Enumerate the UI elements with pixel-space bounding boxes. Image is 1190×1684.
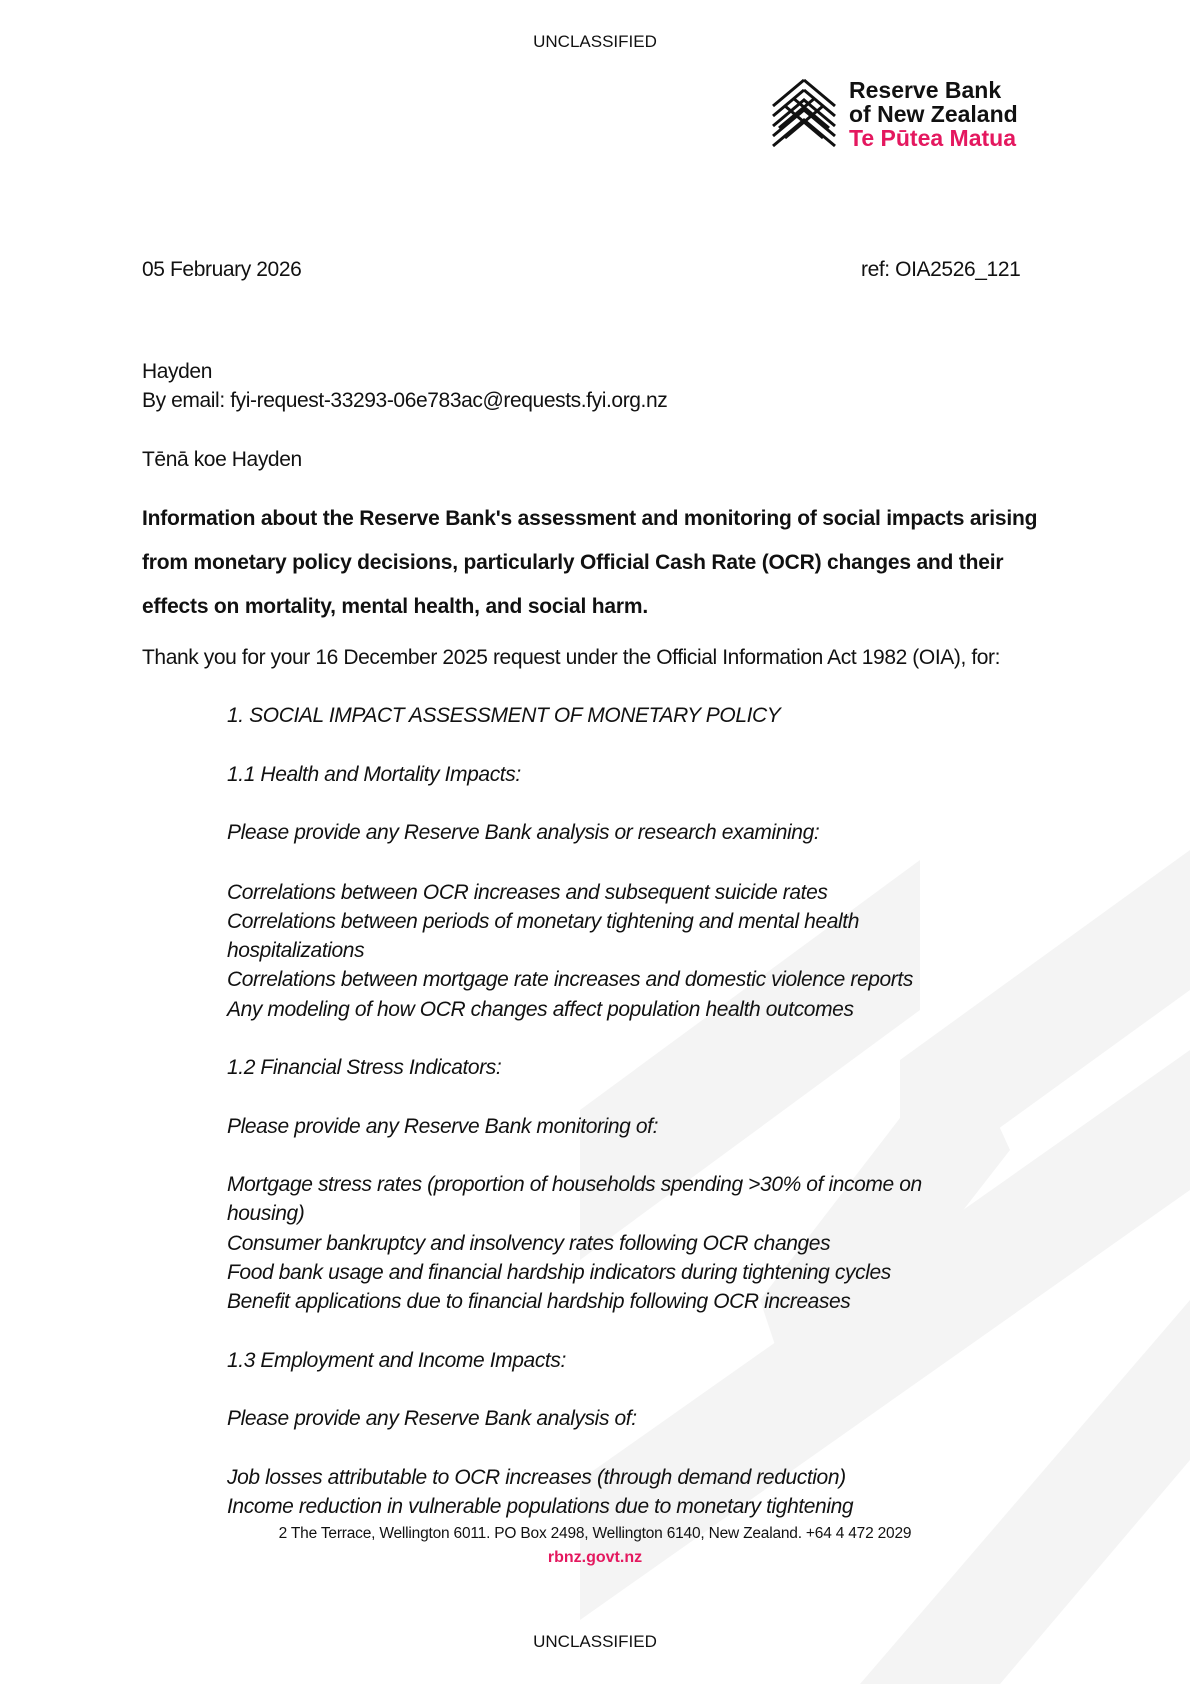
request-line: Benefit applications due to financial hardship following OCR increases bbox=[227, 1290, 851, 1313]
request-line: Please provide any Reserve Bank monitoring of: bbox=[227, 1115, 659, 1138]
request-line: Please provide any Reserve Bank analysis or research examining: bbox=[227, 821, 820, 844]
subject-line: Information about the Reserve Bank's assessment and monitoring of social impacts arising bbox=[142, 507, 1038, 530]
greeting: Tēnā koe Hayden bbox=[142, 448, 302, 471]
subject-line: effects on mortality, mental health, and social harm. bbox=[142, 595, 648, 618]
classification-footer: UNCLASSIFIED bbox=[533, 1632, 657, 1651]
request-line: housing) bbox=[227, 1202, 305, 1225]
request-subheading: 1.1 Health and Mortality Impacts: bbox=[227, 763, 521, 786]
footer-address: 2 The Terrace, Wellington 6011. PO Box 2498, Wellington 6140, New Zealand. +64 4 472 2029 bbox=[278, 1525, 912, 1542]
rbnz-emblem-icon bbox=[771, 76, 837, 156]
rbnz-logo bbox=[771, 76, 1041, 158]
request-line: Job losses attributable to OCR increases (through demand reduction) bbox=[227, 1466, 846, 1489]
request-line: Food bank usage and financial hardship indicators during tightening cycles bbox=[227, 1261, 891, 1284]
request-line: Any modeling of how OCR changes affect population health outcomes bbox=[227, 998, 854, 1021]
classification-header: UNCLASSIFIED bbox=[533, 32, 657, 51]
request-line: Correlations between mortgage rate increases and domestic violence reports bbox=[227, 968, 913, 991]
logo-line-3: Te Pūtea Matua bbox=[849, 125, 1016, 151]
request-heading: 1. SOCIAL IMPACT ASSESSMENT OF MONETARY POLICY bbox=[227, 704, 781, 727]
subject-line: from monetary policy decisions, particularly Official Cash Rate (OCR) changes and their bbox=[142, 551, 1004, 574]
footer-website-link[interactable]: rbnz.govt.nz bbox=[547, 1549, 643, 1566]
request-subheading: 1.3 Employment and Income Impacts: bbox=[227, 1349, 566, 1372]
request-line: Please provide any Reserve Bank analysis of: bbox=[227, 1407, 637, 1430]
request-line: Correlations between periods of monetary tightening and mental health bbox=[227, 910, 859, 933]
request-line: Correlations between OCR increases and subsequent suicide rates bbox=[227, 881, 828, 904]
intro-paragraph: Thank you for your 16 December 2025 request under the Official Information Act 1982 (OIA), for: bbox=[142, 646, 1001, 669]
logo-line-2: of New Zealand bbox=[849, 101, 1018, 127]
email-link[interactable]: fyi-request-33293-06e783ac@requests.fyi.org.nz bbox=[230, 389, 668, 412]
request-line: hospitalizations bbox=[227, 939, 365, 962]
request-subheading: 1.2 Financial Stress Indicators: bbox=[227, 1056, 502, 1079]
recipient-email-line bbox=[142, 389, 667, 413]
request-line: Income reduction in vulnerable populations due to monetary tightening bbox=[227, 1495, 854, 1518]
logo-line-1: Reserve Bank bbox=[849, 77, 1002, 103]
request-line: Consumer bankruptcy and insolvency rates following OCR changes bbox=[227, 1232, 831, 1255]
request-line: Mortgage stress rates (proportion of households spending >30% of income on bbox=[227, 1173, 922, 1196]
letter-date: 05 February 2026 bbox=[142, 258, 302, 281]
email-label: By email: bbox=[142, 389, 231, 412]
letter-ref: ref: OIA2526_121 bbox=[861, 258, 1021, 281]
recipient-name: Hayden bbox=[142, 360, 212, 383]
